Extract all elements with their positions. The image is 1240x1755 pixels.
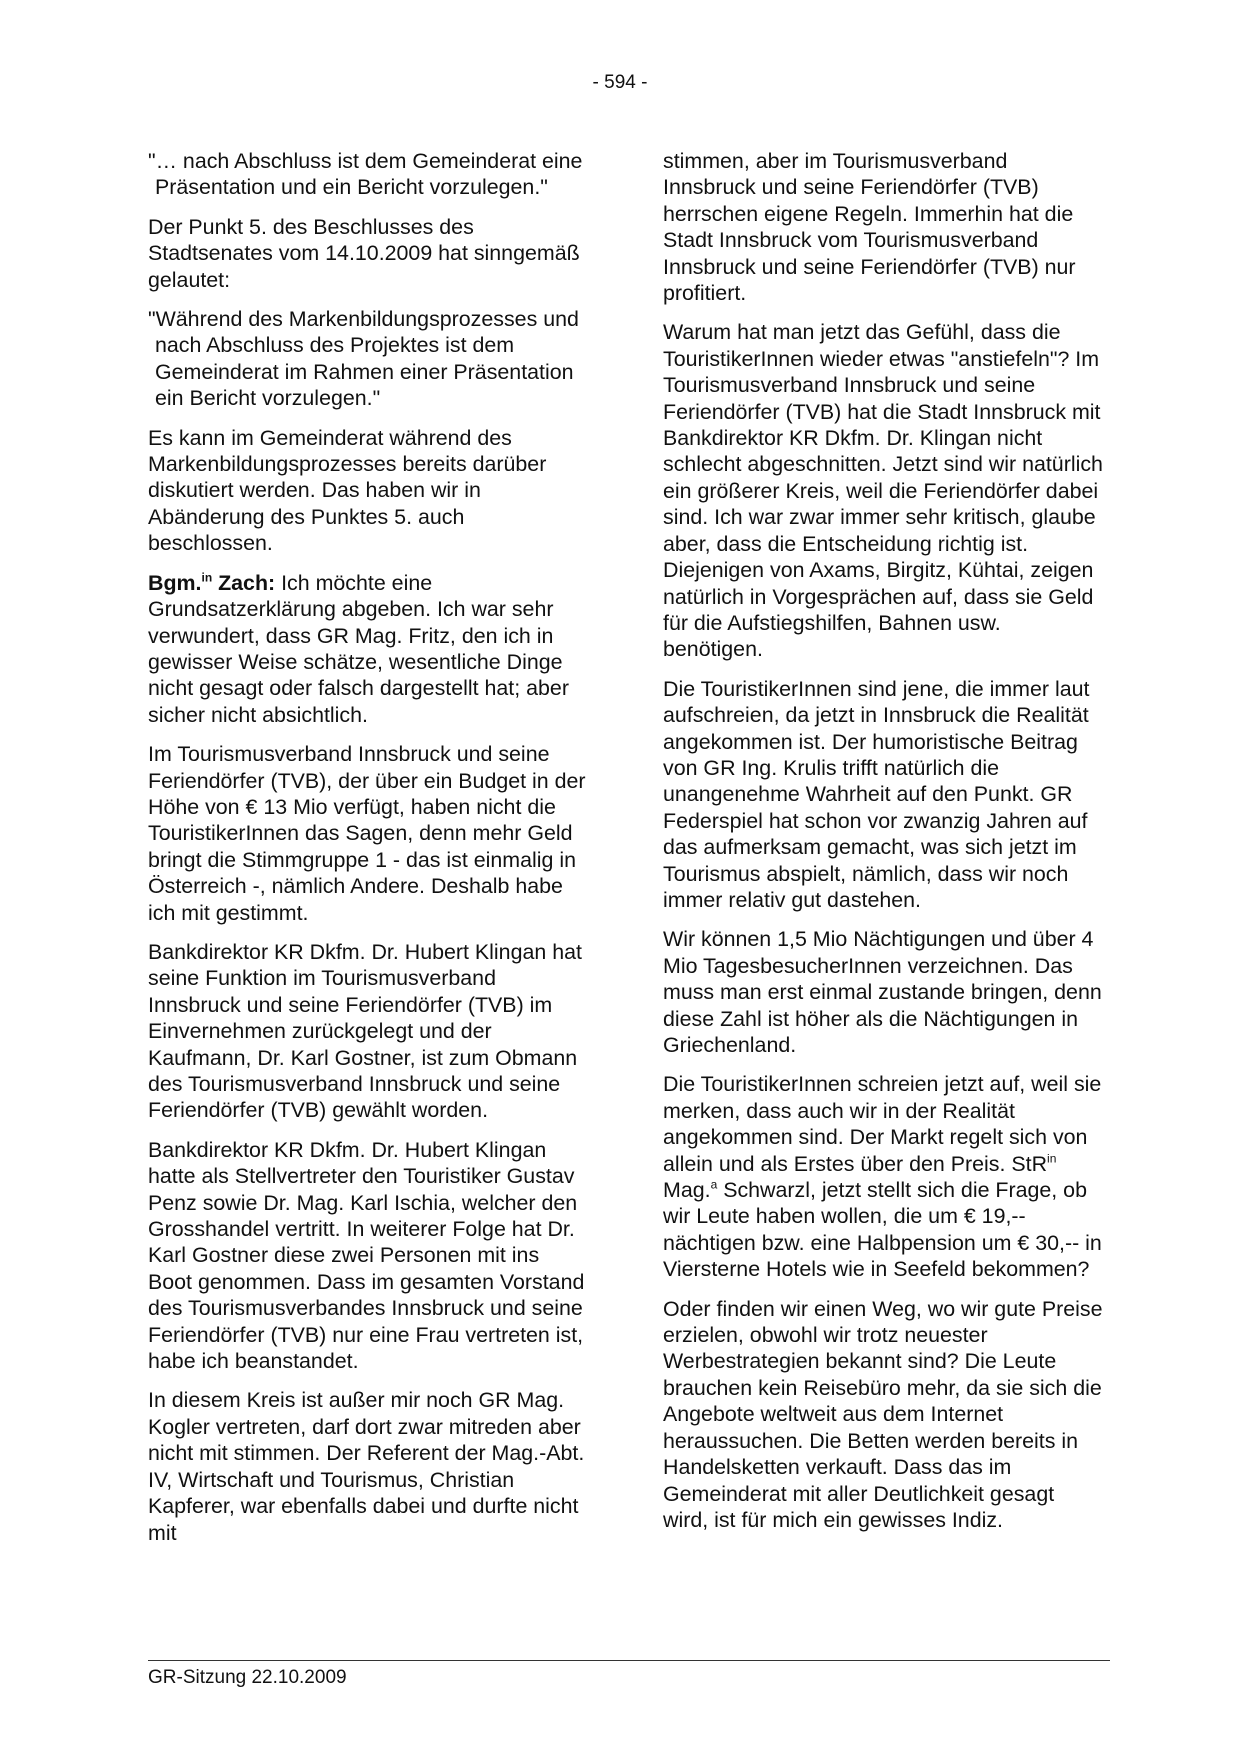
footer-text: GR-Sitzung 22.10.2009 bbox=[148, 1667, 347, 1688]
body-paragraph: In diesem Kreis ist außer mir noch GR Mag. Kogler vertreten, darf dort zwar mitreden aber nicht mit stimmen. Der Referent der Mag.-Abt. IV, Wirtschaft und Tourismus, Christian Kapferer, war ebenfalls dabei und durfte nicht mit bbox=[148, 1388, 585, 1545]
body-paragraph bbox=[663, 1071, 1103, 1282]
text-segment: Die TouristikerInnen schreien jetzt auf, weil sie merken, dass auch wir in der Realität angekommen sind. Der Markt regelt sich von allein und als Erstes über den Preis. StR bbox=[663, 1072, 1102, 1176]
body-paragraph: Oder finden wir einen Weg, wo wir gute Preise erzielen, obwohl wir trotz neuester Werbestrategien bekannt sind? Die Leute brauchen kein Reisebüro mehr, da sie sich die Angebote weltweit aus dem Internet heraussuchen. Die Betten werden bereits in Handelsketten verkauft. Dass das im Gemeinderat mit aller Deutlichkeit gesagt wird, ist für mich ein gewisses Indiz. bbox=[663, 1296, 1103, 1532]
text-segment: Mag. bbox=[663, 1178, 711, 1203]
body-paragraph: Es kann im Gemeinderat während des Markenbildungsprozesses bereits darüber diskutiert werden. Das haben wir in Abänderung des Punktes 5. auch beschlossen. bbox=[148, 425, 547, 556]
speaker-name: Zach: bbox=[212, 570, 276, 595]
speech-text: Ich möchte eine Grundsatzerklärung abgeben. Ich war sehr verwundert, dass GR Mag. Fritz, den ich in gewisser Weise schätze, wesentliche Dinge nicht gesagt oder falsch dargestellt hat; aber sicher nicht absichtlich. bbox=[148, 570, 569, 727]
speech-paragraph bbox=[148, 570, 588, 728]
right-column bbox=[663, 148, 1103, 1546]
page-number: - 594 - bbox=[592, 72, 648, 93]
body-paragraph: Warum hat man jetzt das Gefühl, dass die TouristikerInnen wieder etwas "anstiefeln"? Im Tourismusverband Innsbruck und seine Feriendörfer (TVB) hat die Stadt Innsbruck mit Bankdirektor KR Dkfm. Dr. Klingan nicht schlecht abgeschnitten. Jetzt sind wir natürlich ein größerer Kreis, weil die Feriendörfer dabei sind. Ich war zwar immer sehr kritisch, glaube aber, dass die Entscheidung richtig ist. Diejenigen von Axams, Birgitz, Kühtai, zeigen natürlich in Vorgesprächen auf, dass sie Geld für die Aufstiegshilfen, Bahnen usw. benötigen. bbox=[663, 320, 1103, 662]
body-paragraph: Der Punkt 5. des Beschlusses des Stadtsenates vom 14.10.2009 hat sinngemäß gelautet: bbox=[148, 214, 580, 292]
speaker-title: Bgm. bbox=[148, 570, 202, 595]
superscript: in bbox=[1047, 1151, 1057, 1166]
text-segment: Schwarzl, jetzt stellt sich die Frage, ob wir Leute haben wollen, die um € 19,-- nächtigen bzw. eine Halbpension um € 30,-- in Viersterne Hotels wie in Seefeld bekommen? bbox=[663, 1178, 1102, 1282]
speaker-title-superscript: in bbox=[201, 570, 213, 585]
body-paragraph: Im Tourismusverband Innsbruck und seine Feriendörfer (TVB), der über ein Budget in der Höhe von € 13 Mio verfügt, haben nicht die TouristikerInnen das Sagen, denn mehr Geld bringt die Stimmgruppe 1 - das ist einmalig in Österreich -, nämlich Andere. Deshalb habe ich mit gestimmt. bbox=[148, 742, 586, 925]
body-paragraph: stimmen, aber im Tourismusverband Innsbruck und seine Feriendörfer (TVB) herrschen eigene Regeln. Immerhin hat die Stadt Innsbruck vom Tourismusverband Innsbruck und seine Feriendörfer (TVB) nur profitiert. bbox=[663, 149, 1076, 306]
body-paragraph: Die TouristikerInnen sind jene, die immer laut aufschreien, da jetzt in Innsbruck die Realität angekommen ist. Der humoristische Beitrag von GR Ing. Krulis trifft natürlich die unangenehme Wahrheit auf den Punkt. GR Federspiel hat schon vor zwanzig Jahren auf das aufmerksam gemacht, was sich jetzt im Tourismus abspielt, nämlich, dass wir noch immer relativ gut dastehen. bbox=[663, 676, 1090, 912]
footer-divider bbox=[148, 1660, 1110, 1661]
body-paragraph: Bankdirektor KR Dkfm. Dr. Hubert Klingan hat seine Funktion im Tourismusverband Innsbruck und seine Feriendörfer (TVB) im Einvernehmen zurückgelegt und der Kaufmann, Dr. Karl Gostner, ist zum Obmann des Tourismusverband Innsbruck und seine Feriendörfer (TVB) gewählt worden. bbox=[148, 939, 582, 1123]
body-paragraph: Bankdirektor KR Dkfm. Dr. Hubert Klingan hatte als Stellvertreter den Touristiker Gustav Penz sowie Dr. Mag. Karl Ischia, welcher den Grosshandel vertritt. In weiterer Folge hat Dr. Karl Gostner diese zwei Personen mit ins Boot genommen. Dass im gesamten Vorstand des Tourismusverbandes Innsbruck und seine Feriendörfer (TVB) nur eine Frau vertreten ist, habe ich beanstandet. bbox=[148, 1137, 585, 1374]
quote-paragraph: "Während des Markenbildungsprozesses und nach Abschluss des Projektes ist dem Gemeinderat im Rahmen einer Präsentation ein Bericht vorzulegen." bbox=[148, 307, 579, 411]
superscript: a bbox=[710, 1177, 718, 1192]
body-paragraph: Wir können 1,5 Mio Nächtigungen und über 4 Mio TagesbesucherInnen verzeichnen. Das muss man erst einmal zustande bringen, denn diese Zahl ist höher als die Nächtigungen in Griechenland. bbox=[663, 927, 1102, 1057]
quote-paragraph: "… nach Abschluss ist dem Gemeinderat eine Präsentation und ein Bericht vorzulegen." bbox=[148, 149, 583, 200]
left-column bbox=[148, 148, 588, 1559]
